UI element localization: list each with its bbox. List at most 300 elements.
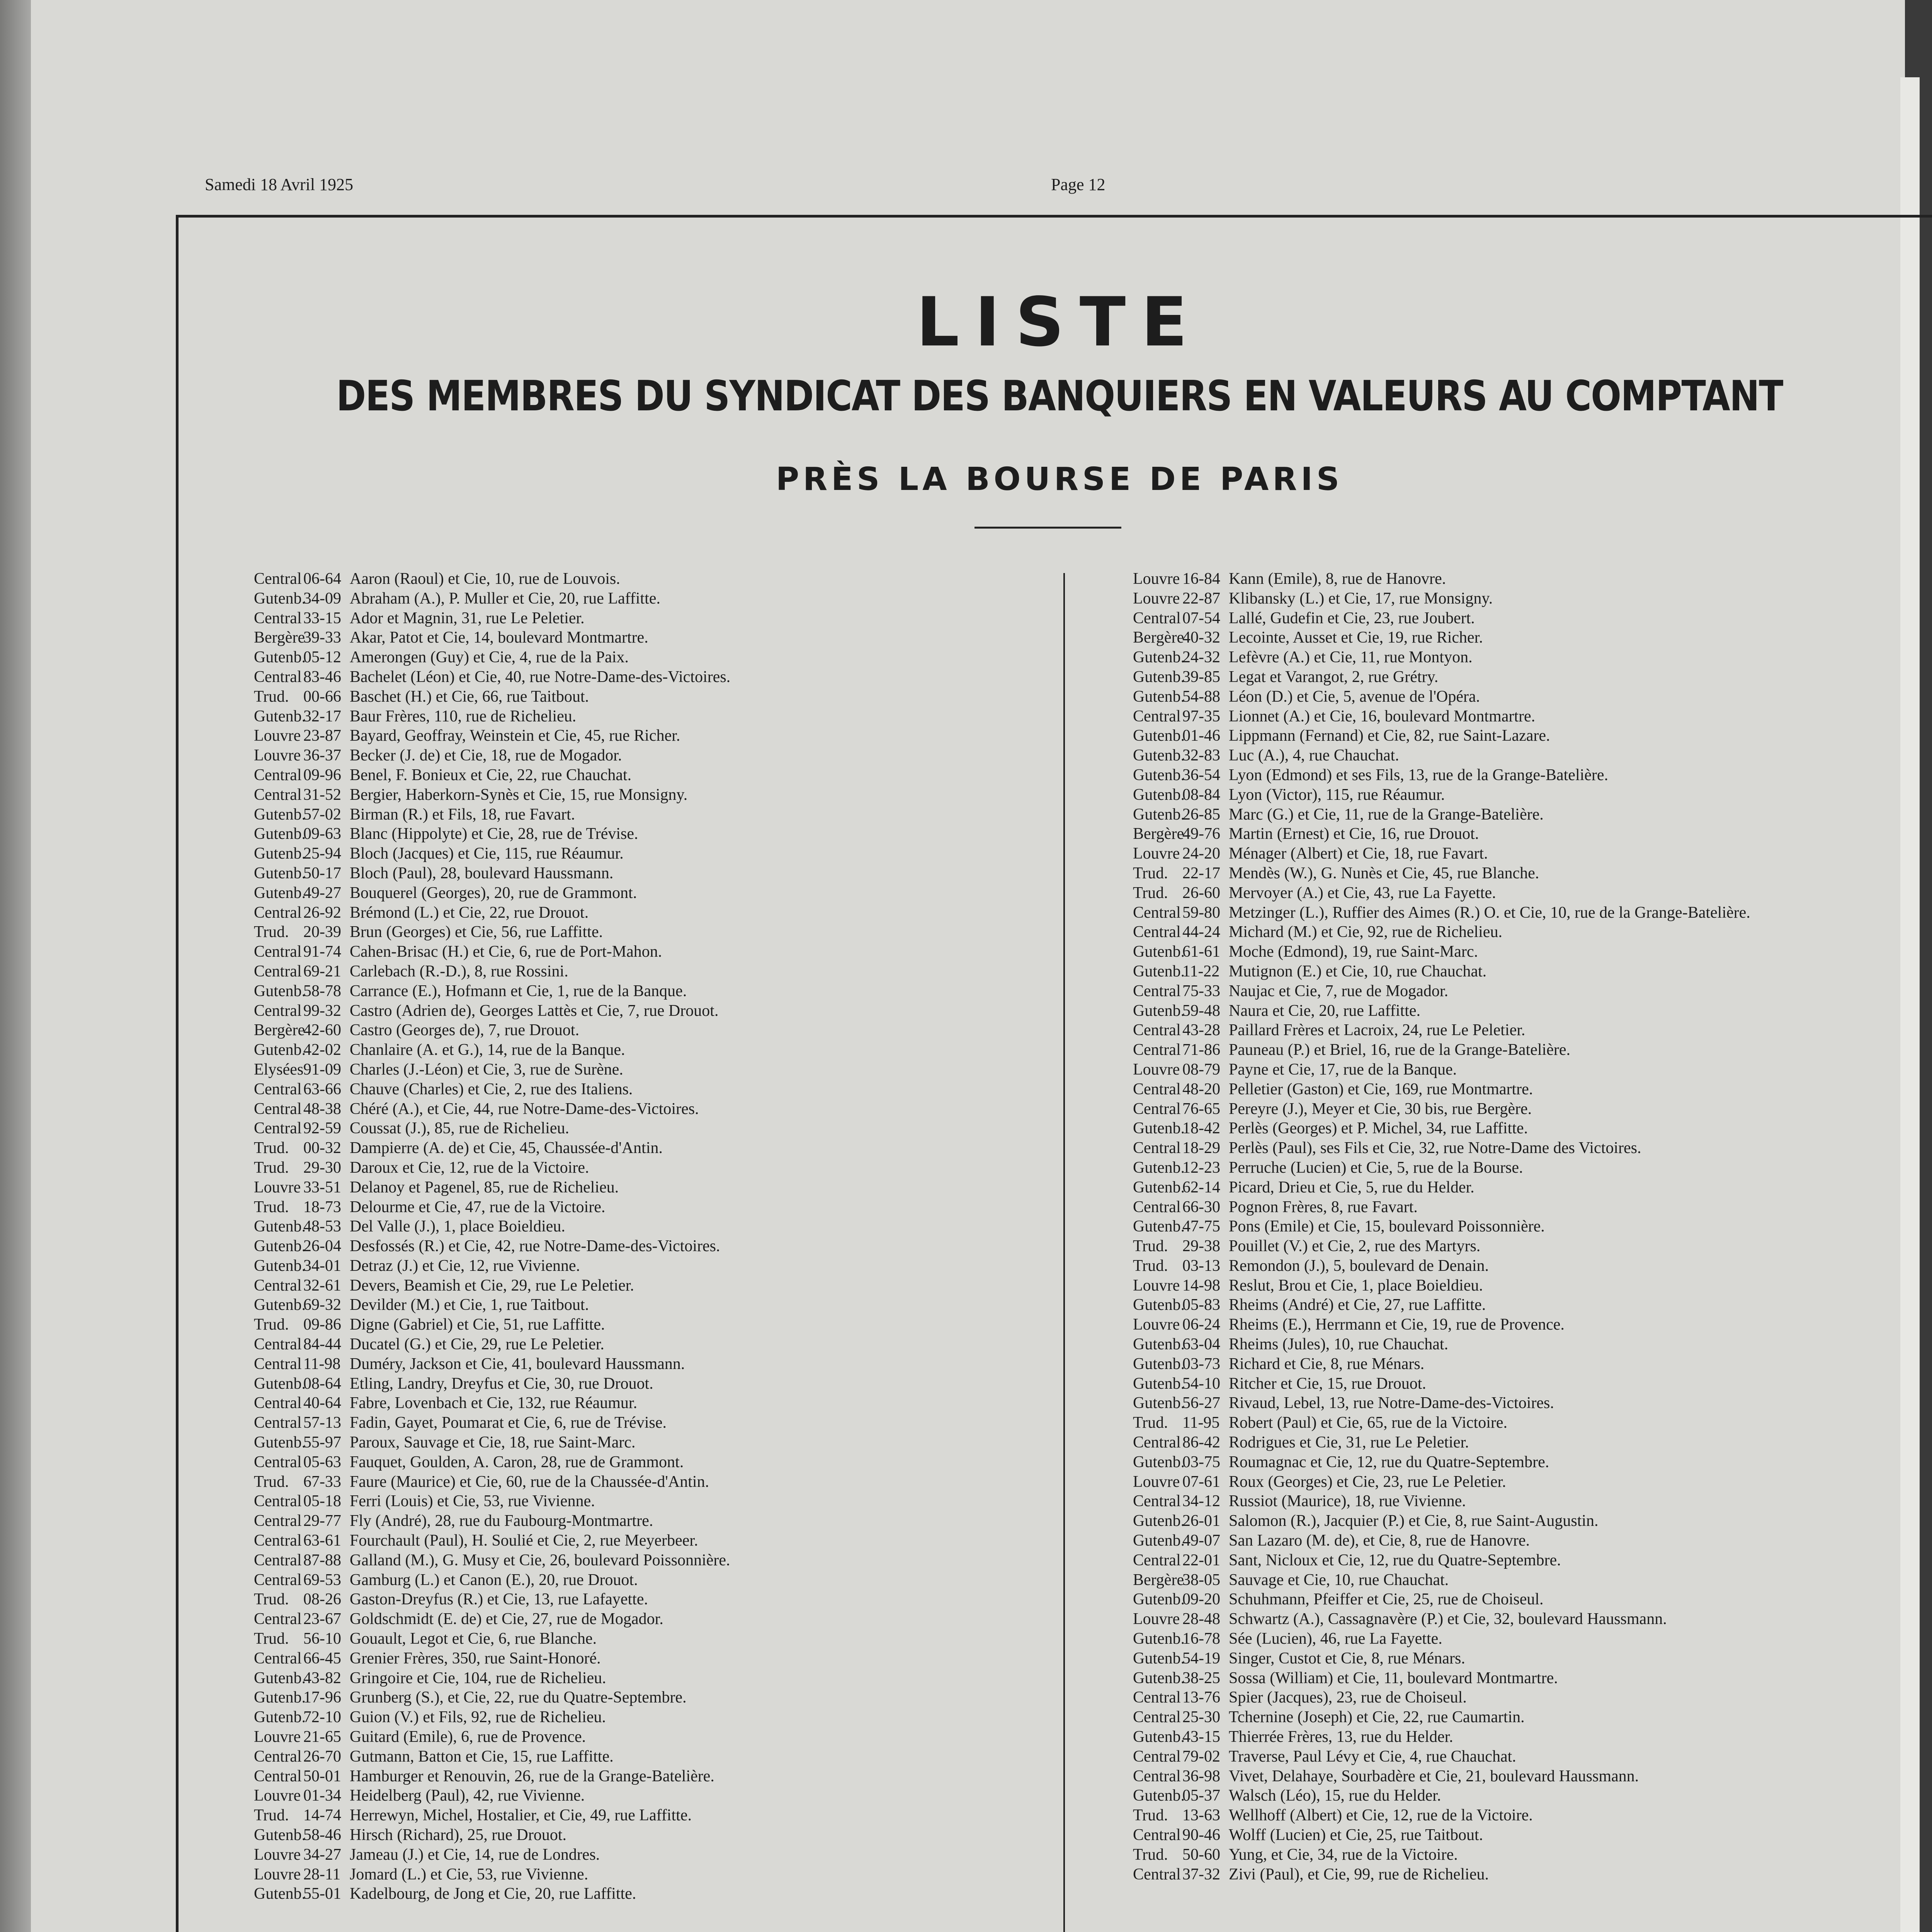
exchange: Central: [254, 1649, 302, 1667]
member-row: [1133, 569, 1750, 589]
exchange: Gutenb.: [1133, 1649, 1185, 1667]
exchange: Central: [254, 1002, 302, 1020]
exchange: Gutenb.: [1133, 786, 1185, 804]
member-name-address: Charles (J.-Léon) et Cie, 3, rue de Surène.: [350, 1060, 623, 1078]
member-name-address: Dampierre (A. de) et Cie, 45, Chaussée-d'Antin.: [350, 1139, 663, 1157]
phone-number: 99-32: [303, 1002, 341, 1020]
phone-number: 32-17: [303, 707, 341, 725]
member-row: [254, 864, 730, 883]
member-row: [254, 844, 730, 864]
phone-number: 83-46: [303, 668, 341, 686]
member-row: [1133, 1138, 1750, 1158]
exchange: Central: [1133, 1708, 1181, 1726]
phone-number: 26-85: [1182, 805, 1220, 823]
member-row: [254, 1413, 730, 1433]
member-row: [1133, 981, 1750, 1001]
member-row: [254, 1609, 730, 1629]
book-binding: [0, 0, 31, 1932]
member-name-address: Akar, Patot et Cie, 14, boulevard Montmartre.: [350, 629, 648, 647]
exchange: Central: [1133, 707, 1181, 725]
member-name-address: Lippmann (Fernand) et Cie, 82, rue Saint-Lazare.: [1229, 727, 1550, 745]
exchange: Gutenb.: [1133, 766, 1185, 784]
exchange: Trud.: [254, 1806, 289, 1825]
member-name-address: Mervoyer (A.) et Cie, 43, rue La Fayette.: [1229, 884, 1496, 902]
member-row: [1133, 962, 1750, 981]
exchange: Central: [254, 1610, 302, 1628]
exchange: Gutenb.: [1133, 1728, 1185, 1746]
exchange: Central: [254, 1394, 302, 1412]
member-row: [1133, 942, 1750, 962]
exchange: Gutenb.: [1133, 727, 1185, 745]
member-name-address: Amerongen (Guy) et Cie, 4, rue de la Paix.: [350, 648, 629, 667]
member-row: [254, 687, 730, 707]
exchange: Gutenb.: [254, 1826, 306, 1844]
phone-number: 42-60: [303, 1021, 341, 1039]
title-main: DES MEMBRES DU SYNDICAT DES BANQUIERS EN VALEURS AU COMPTANT: [336, 372, 1783, 420]
phone-number: 09-63: [303, 825, 341, 843]
member-name-address: Richard et Cie, 8, rue Ménars.: [1229, 1355, 1425, 1373]
exchange: Central: [1133, 1551, 1181, 1569]
member-name-address: Martin (Ernest) et Cie, 16, rue Drouot.: [1229, 825, 1479, 843]
phone-number: 32-83: [1182, 747, 1220, 765]
phone-number: 36-37: [303, 747, 341, 765]
member-name-address: Lyon (Edmond) et ses Fils, 13, rue de la Grange-Batelière.: [1229, 766, 1609, 784]
phone-number: 55-01: [303, 1885, 341, 1903]
phone-number: 57-02: [303, 805, 341, 823]
member-row: [1133, 667, 1750, 687]
member-row: [254, 1393, 730, 1413]
member-row: [1133, 1217, 1750, 1236]
member-row: [254, 981, 730, 1001]
member-row: [254, 1040, 730, 1060]
member-name-address: Wolff (Lucien) et Cie, 25, rue Taitbout.: [1229, 1826, 1483, 1844]
exchange: Bergère: [254, 1021, 305, 1039]
member-name-address: Tchernine (Joseph) et Cie, 22, rue Caumartin.: [1229, 1708, 1525, 1726]
member-name-address: Chanlaire (A. et G.), 14, rue de la Banque.: [350, 1041, 625, 1059]
member-row: [254, 569, 730, 589]
phone-number: 38-05: [1182, 1571, 1220, 1589]
member-row: [254, 1511, 730, 1531]
exchange: Gutenb.: [254, 1237, 306, 1255]
phone-number: 58-78: [303, 982, 341, 1000]
member-row: [1133, 1178, 1750, 1197]
exchange: Louvre: [254, 747, 301, 765]
member-row: [1133, 1708, 1750, 1727]
member-row: [1133, 844, 1750, 864]
phone-number: 05-37: [1182, 1787, 1220, 1805]
phone-number: 32-61: [303, 1276, 341, 1294]
member-row: [1133, 1649, 1750, 1668]
phone-number: 76-65: [1182, 1100, 1220, 1118]
exchange: Gutenb.: [1133, 1669, 1185, 1687]
exchange: Central: [254, 1100, 302, 1118]
member-row: [254, 1197, 730, 1217]
phone-number: 63-66: [303, 1080, 341, 1098]
member-row: [254, 824, 730, 844]
header-date: Samedi 18 Avril 1925: [205, 175, 354, 194]
phone-number: 54-10: [1182, 1374, 1220, 1393]
exchange: Gutenb.: [1133, 1532, 1185, 1550]
phone-number: 23-67: [303, 1610, 341, 1628]
member-row: [1133, 805, 1750, 825]
phone-number: 01-34: [303, 1787, 341, 1805]
member-name-address: Ménager (Albert) et Cie, 18, rue Favart.: [1229, 845, 1488, 863]
phone-number: 13-76: [1182, 1689, 1220, 1707]
member-name-address: Rodrigues et Cie, 31, rue Le Peletier.: [1229, 1434, 1469, 1452]
phone-number: 42-02: [303, 1041, 341, 1059]
phone-number: 00-32: [303, 1139, 341, 1157]
phone-number: 54-19: [1182, 1649, 1220, 1667]
exchange: Trud.: [254, 1630, 289, 1648]
member-name-address: Rheims (André) et Cie, 27, rue Laffitte.: [1229, 1296, 1486, 1314]
member-name-address: Fabre, Lovenbach et Cie, 132, rue Réaumur.: [350, 1394, 638, 1412]
exchange: Trud.: [1133, 1237, 1168, 1255]
exchange: Gutenb.: [254, 825, 306, 843]
phone-number: 17-96: [303, 1689, 341, 1707]
phone-number: 13-63: [1182, 1806, 1220, 1825]
member-name-address: Pauneau (P.) et Briel, 16, rue de la Grange-Batelière.: [1229, 1041, 1570, 1059]
member-name-address: Coussat (J.), 85, rue de Richelieu.: [350, 1119, 570, 1138]
exchange: Gutenb.: [254, 864, 306, 882]
phone-number: 23-87: [303, 727, 341, 745]
member-name-address: Pons (Emile) et Cie, 15, boulevard Poissonnière.: [1229, 1218, 1545, 1236]
exchange: Gutenb.: [1133, 1590, 1185, 1609]
member-row: [254, 1138, 730, 1158]
member-name-address: Delanoy et Pagenel, 85, rue de Richelieu.: [350, 1178, 619, 1196]
phone-number: 84-44: [303, 1335, 341, 1354]
member-name-address: Pelletier (Gaston) et Cie, 169, rue Montmartre.: [1229, 1080, 1533, 1098]
phone-number: 47-75: [1182, 1218, 1220, 1236]
exchange: Gutenb.: [1133, 1453, 1185, 1471]
exchange: Louvre: [254, 727, 301, 745]
exchange: Louvre: [1133, 1316, 1180, 1334]
phone-number: 55-97: [303, 1434, 341, 1452]
member-row: [1133, 1806, 1750, 1825]
member-name-address: Castro (Georges de), 7, rue Drouot.: [350, 1021, 580, 1039]
exchange: Central: [1133, 982, 1181, 1000]
exchange: Central: [254, 1551, 302, 1569]
member-row: [254, 1158, 730, 1178]
member-row: [254, 726, 730, 746]
exchange: Louvre: [1133, 1610, 1180, 1628]
phone-number: 26-70: [303, 1747, 341, 1765]
phone-number: 28-48: [1182, 1610, 1220, 1628]
phone-number: 34-27: [303, 1845, 341, 1864]
member-row: [1133, 1668, 1750, 1688]
exchange: Gutenb.: [254, 982, 306, 1000]
exchange: Louvre: [1133, 1473, 1180, 1491]
phone-number: 63-04: [1182, 1335, 1220, 1354]
phone-number: 92-59: [303, 1119, 341, 1138]
phone-number: 59-48: [1182, 1002, 1220, 1020]
member-name-address: Lecointe, Ausset et Cie, 19, rue Richer.: [1229, 629, 1483, 647]
phone-number: 26-01: [1182, 1512, 1220, 1530]
exchange: Gutenb.: [1133, 1335, 1185, 1354]
member-row: [1133, 1374, 1750, 1394]
exchange: Gutenb.: [1133, 1787, 1185, 1805]
exchange: Gutenb.: [254, 1689, 306, 1707]
member-row: [254, 1452, 730, 1472]
member-name-address: Paillard Frères et Lacroix, 24, rue Le Peletier.: [1229, 1021, 1526, 1039]
phone-number: 08-84: [1182, 786, 1220, 804]
member-row: [1133, 1590, 1750, 1609]
member-name-address: Reslut, Brou et Cie, 1, place Boieldieu.: [1229, 1276, 1483, 1294]
phone-number: 33-15: [303, 609, 341, 627]
exchange: Gutenb.: [1133, 962, 1185, 980]
exchange: Bergère: [1133, 1571, 1184, 1589]
exchange: Central: [254, 1571, 302, 1589]
exchange: Louvre: [254, 1178, 301, 1196]
member-row: [254, 1256, 730, 1276]
member-name-address: Gouault, Legot et Cie, 6, rue Blanche.: [350, 1630, 597, 1648]
member-name-address: Thierrée Frères, 13, rue du Helder.: [1229, 1728, 1453, 1746]
exchange: Central: [1133, 1689, 1181, 1707]
phone-number: 56-27: [1182, 1394, 1220, 1412]
exchange: Louvre: [254, 1787, 301, 1805]
member-row: [1133, 1551, 1750, 1570]
phone-number: 97-35: [1182, 707, 1220, 725]
phone-number: 49-27: [303, 884, 341, 902]
member-row: [1133, 648, 1750, 667]
member-row: [1133, 1531, 1750, 1551]
phone-number: 06-24: [1182, 1316, 1220, 1334]
title-liste: LISTE: [916, 283, 1203, 362]
member-row: [1133, 1629, 1750, 1649]
member-row: [1133, 1865, 1750, 1884]
member-name-address: Gringoire et Cie, 104, rue de Richelieu.: [350, 1669, 606, 1687]
member-name-address: Del Valle (J.), 1, place Boieldieu.: [350, 1218, 565, 1236]
phone-number: 07-61: [1182, 1473, 1220, 1491]
member-row: [1133, 765, 1750, 785]
phone-number: 69-53: [303, 1571, 341, 1589]
phone-number: 24-32: [1182, 648, 1220, 667]
member-row: [254, 903, 730, 923]
exchange: Gutenb.: [1133, 1512, 1185, 1530]
phone-number: 37-32: [1182, 1865, 1220, 1883]
member-name-address: Digne (Gabriel) et Cie, 51, rue Laffitte.: [350, 1316, 605, 1334]
member-row: [1133, 1570, 1750, 1590]
member-name-address: Luc (A.), 4, rue Chauchat.: [1229, 747, 1399, 765]
exchange: Central: [254, 668, 302, 686]
phone-number: 00-66: [303, 687, 341, 706]
member-row: [254, 1295, 730, 1315]
phone-number: 54-88: [1182, 687, 1220, 706]
member-row: [1133, 1119, 1750, 1138]
exchange: Gutenb.: [254, 707, 306, 725]
member-name-address: Devilder (M.) et Cie, 1, rue Taitbout.: [350, 1296, 589, 1314]
member-row: [254, 1531, 730, 1551]
member-name-address: Walsch (Léo), 15, rue du Helder.: [1229, 1787, 1441, 1805]
member-name-address: Michard (M.) et Cie, 92, rue de Richelieu.: [1229, 923, 1502, 941]
member-name-address: Salomon (R.), Jacquier (P.) et Cie, 8, rue Saint-Augustin.: [1229, 1512, 1599, 1530]
exchange: Louvre: [1133, 570, 1180, 588]
member-name-address: Roux (Georges) et Cie, 23, rue Le Peletier.: [1229, 1473, 1506, 1491]
member-row: [254, 1492, 730, 1511]
member-row: [1133, 687, 1750, 707]
exchange: Trud.: [254, 1158, 289, 1177]
exchange: Central: [254, 1492, 302, 1510]
member-name-address: Kadelbourg, de Jong et Cie, 20, rue Laffitte.: [350, 1885, 636, 1903]
title-sub: PRÈS LA BOURSE DE PARIS: [776, 461, 1344, 498]
member-row: [1133, 1335, 1750, 1354]
exchange: Louvre: [254, 1865, 301, 1883]
member-name-address: Klibansky (L.) et Cie, 17, rue Monsigny.: [1229, 589, 1493, 607]
phone-number: 79-02: [1182, 1747, 1220, 1765]
member-name-address: Perruche (Lucien) et Cie, 5, rue de la Bourse.: [1229, 1158, 1523, 1177]
exchange: Central: [254, 570, 302, 588]
member-name-address: Sant, Nicloux et Cie, 12, rue du Quatre-Septembre.: [1229, 1551, 1561, 1569]
member-name-address: Fauquet, Goulden, A. Caron, 28, rue de Grammont.: [350, 1453, 684, 1471]
members-left-column: [254, 569, 730, 1904]
exchange: Gutenb.: [1133, 1630, 1185, 1648]
exchange: Central: [254, 786, 302, 804]
phone-number: 05-83: [1182, 1296, 1220, 1314]
member-row: [254, 1335, 730, 1354]
exchange: Central: [254, 962, 302, 980]
phone-number: 39-33: [303, 629, 341, 647]
exchange: Central: [254, 609, 302, 627]
exchange: Central: [254, 943, 302, 961]
member-name-address: Baur Frères, 110, rue de Richelieu.: [350, 707, 577, 725]
exchange: Gutenb.: [254, 1669, 306, 1687]
phone-number: 63-61: [303, 1532, 341, 1550]
member-row: [1133, 1727, 1750, 1747]
member-name-address: Spier (Jacques), 23, rue de Choiseul.: [1229, 1689, 1467, 1707]
member-name-address: Herrewyn, Michel, Hostalier, et Cie, 49, rue Laffitte.: [350, 1806, 692, 1825]
member-name-address: Aaron (Raoul) et Cie, 10, rue de Louvois.: [350, 570, 620, 588]
phone-number: 50-01: [303, 1767, 341, 1785]
exchange: Central: [1133, 923, 1181, 941]
exchange: Central: [1133, 1100, 1181, 1118]
member-row: [1133, 1452, 1750, 1472]
phone-number: 03-75: [1182, 1453, 1220, 1471]
exchange: Trud.: [254, 1316, 289, 1334]
exchange: Louvre: [1133, 1276, 1180, 1294]
member-name-address: Perlès (Georges) et P. Michel, 34, rue Laffitte.: [1229, 1119, 1528, 1138]
member-name-address: Brun (Georges) et Cie, 56, rue Laffitte.: [350, 923, 603, 941]
member-name-address: Carlebach (R.-D.), 8, rue Rossini.: [350, 962, 568, 980]
exchange: Gutenb.: [1133, 648, 1185, 667]
phone-number: 11-22: [1182, 962, 1220, 980]
member-row: [254, 1747, 730, 1767]
phone-number: 26-04: [303, 1237, 341, 1255]
member-row: [254, 785, 730, 805]
phone-number: 25-30: [1182, 1708, 1220, 1726]
phone-number: 43-28: [1182, 1021, 1220, 1039]
member-row: [254, 1551, 730, 1570]
member-name-address: Bloch (Jacques) et Cie, 115, rue Réaumur.: [350, 845, 624, 863]
member-row: [1133, 628, 1750, 648]
member-row: [254, 1727, 730, 1747]
header-page: Page 12: [1051, 175, 1105, 194]
member-name-address: Ferri (Louis) et Cie, 53, rue Vivienne.: [350, 1492, 595, 1510]
member-name-address: Etling, Landry, Dreyfus et Cie, 30, rue Drouot.: [350, 1374, 653, 1393]
phone-number: 09-96: [303, 766, 341, 784]
member-row: [254, 628, 730, 648]
phone-number: 61-61: [1182, 943, 1220, 961]
phone-number: 86-42: [1182, 1434, 1220, 1452]
member-name-address: Bloch (Paul), 28, boulevard Haussmann.: [350, 864, 614, 882]
phone-number: 16-84: [1182, 570, 1220, 588]
member-row: [1133, 1256, 1750, 1276]
phone-number: 75-33: [1182, 982, 1220, 1000]
phone-number: 33-51: [303, 1178, 341, 1196]
member-name-address: Lionnet (A.) et Cie, 16, boulevard Montmartre.: [1229, 707, 1536, 725]
phone-number: 71-86: [1182, 1041, 1220, 1059]
member-name-address: Bergier, Haberkorn-Synès et Cie, 15, rue Monsigny.: [350, 786, 688, 804]
member-name-address: Bouquerel (Georges), 20, rue de Grammont.: [350, 884, 637, 902]
member-name-address: Brémond (L.) et Cie, 22, rue Drouot.: [350, 903, 589, 922]
exchange: Central: [254, 1080, 302, 1098]
exchange: Central: [1133, 903, 1181, 922]
phone-number: 21-65: [303, 1728, 341, 1746]
member-row: [1133, 1845, 1750, 1865]
member-name-address: Hirsch (Richard), 25, rue Drouot.: [350, 1826, 567, 1844]
exchange: Louvre: [254, 1845, 301, 1864]
title-rule: [975, 527, 1121, 529]
member-name-address: Abraham (A.), P. Muller et Cie, 20, rue Laffitte.: [350, 589, 661, 607]
member-name-address: Birman (R.) et Fils, 18, rue Favart.: [350, 805, 575, 823]
member-row: [254, 1315, 730, 1335]
member-row: [1133, 1413, 1750, 1433]
member-name-address: Schwartz (A.), Cassagnavère (P.) et Cie, 32, boulevard Haussmann.: [1229, 1610, 1667, 1628]
member-name-address: Chéré (A.), et Cie, 44, rue Notre-Dame-des-Victoires.: [350, 1100, 699, 1118]
member-name-address: Moche (Edmond), 19, rue Saint-Marc.: [1229, 943, 1478, 961]
member-row: [254, 1433, 730, 1452]
exchange: Central: [1133, 1139, 1181, 1157]
member-row: [254, 1570, 730, 1590]
member-name-address: Detraz (J.) et Cie, 12, rue Vivienne.: [350, 1257, 580, 1275]
member-row: [254, 1020, 730, 1040]
member-row: [1133, 609, 1750, 628]
member-name-address: Becker (J. de) et Cie, 18, rue de Mogador.: [350, 747, 622, 765]
member-name-address: Ducatel (G.) et Cie, 29, rue Le Peletier.: [350, 1335, 604, 1354]
phone-number: 36-54: [1182, 766, 1220, 784]
exchange: Central: [1133, 1865, 1181, 1883]
phone-number: 07-54: [1182, 609, 1220, 627]
member-name-address: Baschet (H.) et Cie, 66, rue Taitbout.: [350, 687, 589, 706]
member-row: [254, 1649, 730, 1668]
member-name-address: Desfossés (R.) et Cie, 42, rue Notre-Dame-des-Victoires.: [350, 1237, 720, 1255]
exchange: Central: [1133, 609, 1181, 627]
phone-number: 31-52: [303, 786, 341, 804]
member-row: [1133, 1001, 1750, 1021]
member-row: [1133, 1315, 1750, 1335]
phone-number: 29-77: [303, 1512, 341, 1530]
member-row: [254, 667, 730, 687]
member-row: [254, 805, 730, 825]
member-name-address: Naujac et Cie, 7, rue de Mogador.: [1229, 982, 1448, 1000]
member-row: [1133, 1236, 1750, 1256]
phone-number: 18-29: [1182, 1139, 1220, 1157]
member-row: [1133, 726, 1750, 746]
member-name-address: Grenier Frères, 350, rue Saint-Honoré.: [350, 1649, 601, 1667]
phone-number: 34-01: [303, 1257, 341, 1275]
member-row: [254, 1001, 730, 1021]
phone-number: 29-38: [1182, 1237, 1220, 1255]
exchange: Trud.: [1133, 1806, 1168, 1825]
member-name-address: Gamburg (L.) et Canon (E.), 20, rue Drouot.: [350, 1571, 638, 1589]
phone-number: 01-46: [1182, 727, 1220, 745]
exchange: Gutenb.: [254, 648, 306, 667]
member-name-address: Guion (V.) et Fils, 92, rue de Richelieu.: [350, 1708, 606, 1726]
member-name-address: Blanc (Hippolyte) et Cie, 28, rue de Trévise.: [350, 825, 638, 843]
member-row: [1133, 1433, 1750, 1452]
member-row: [254, 1806, 730, 1825]
phone-number: 50-60: [1182, 1845, 1220, 1864]
member-name-address: Rheims (E.), Herrmann et Cie, 19, rue de Provence.: [1229, 1316, 1565, 1334]
main-frame: [176, 215, 1932, 1932]
